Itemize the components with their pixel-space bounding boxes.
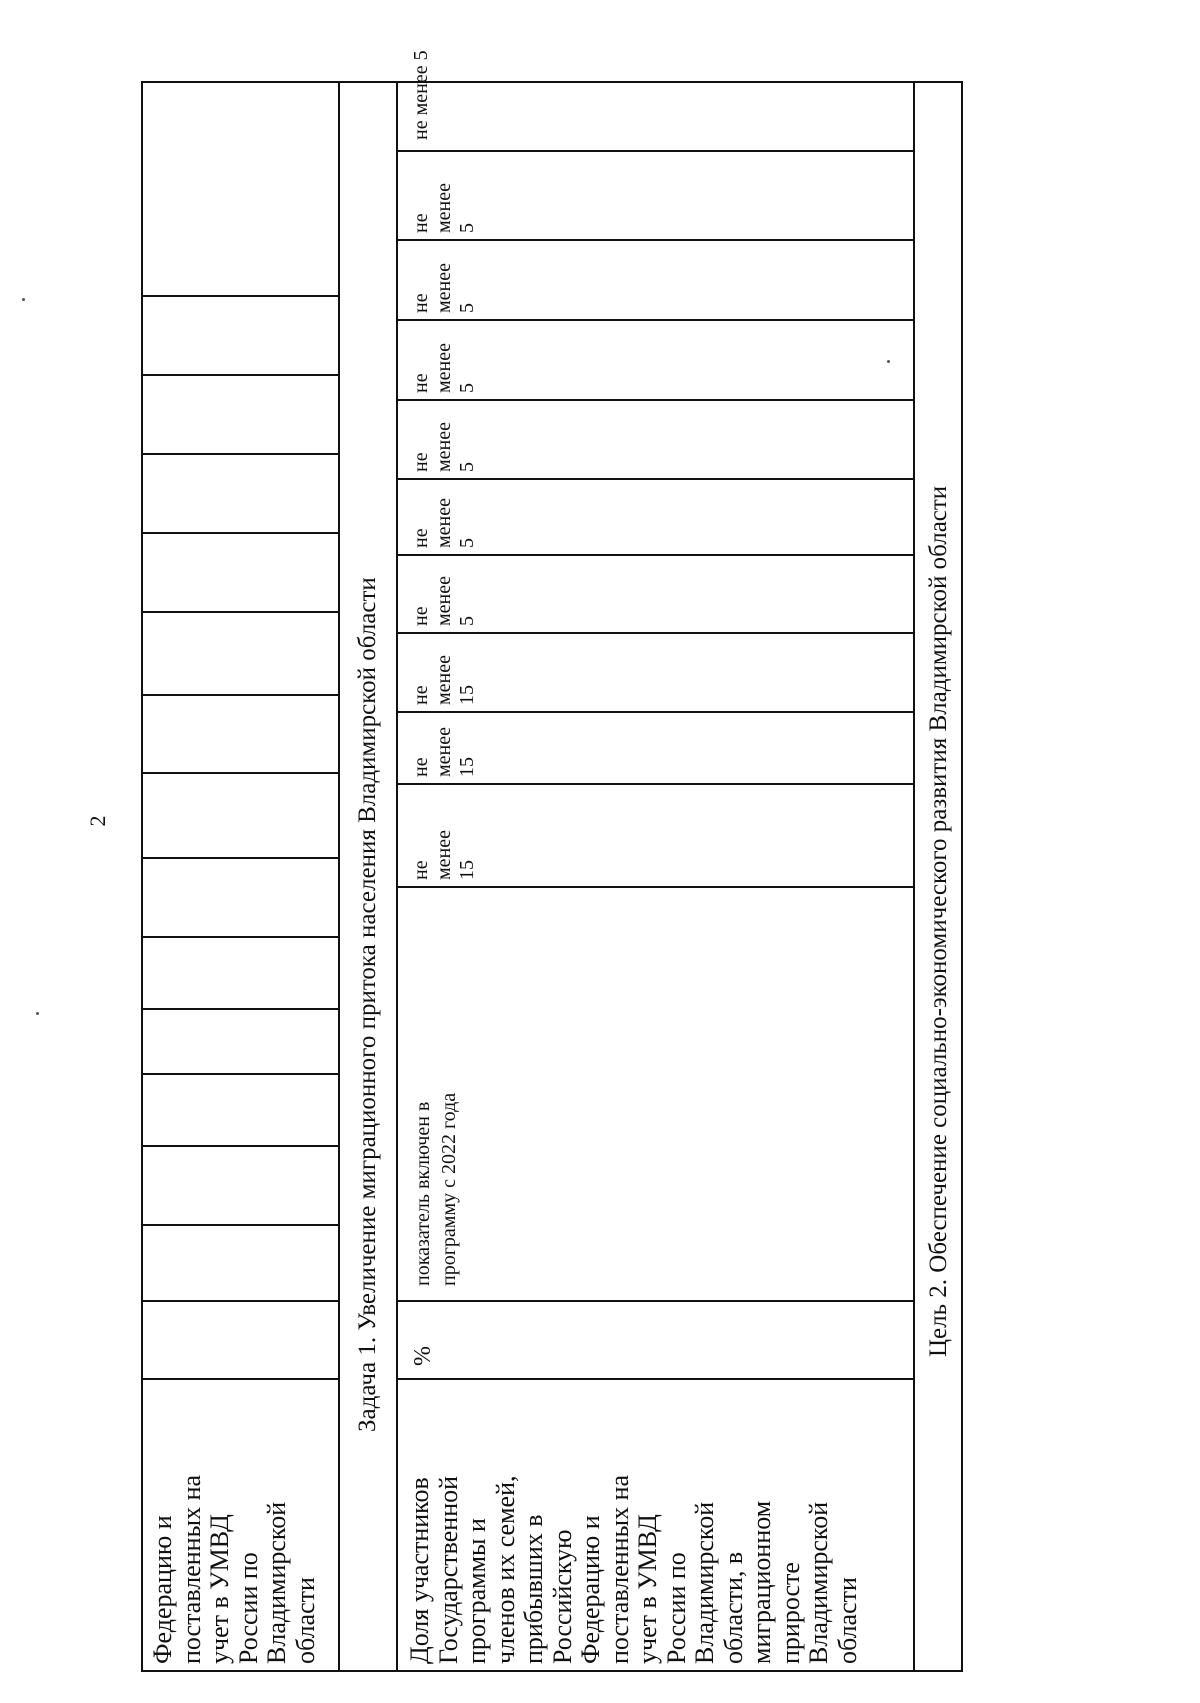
year-cell	[141, 453, 338, 532]
year-cell	[141, 295, 338, 374]
indicator-name-cell: Доля участников Государственной программы и членов их семей, прибывших в Российскую Федерацию и поставленных на учет в УМВД России по Владимирской области, в миграционном приросте Владимирской области	[398, 1378, 913, 1672]
value-cell: не менее 5	[398, 554, 913, 632]
year-cell	[141, 694, 338, 772]
value-cell: не менее 5	[398, 150, 913, 239]
table-row-previous-indicator	[141, 81, 340, 1672]
value-cell: не менее 5	[398, 478, 913, 554]
value-cell: не менее 15	[398, 711, 913, 783]
scan-speck	[887, 360, 890, 363]
value-cell: не менее 5	[398, 399, 913, 478]
goal-heading: Цель 2. Обеспечение социально-экономического развития Владимирской области	[925, 485, 952, 1357]
task-heading: Задача 1. Увеличение миграционного притока населения Владимирской области	[354, 577, 381, 1432]
goal-heading-row	[915, 81, 963, 1672]
year-cell	[141, 1224, 338, 1300]
value-cell: не менее 15	[398, 632, 913, 711]
scan-speck	[22, 298, 25, 301]
year-cell	[141, 374, 338, 453]
page-number: 2	[85, 815, 110, 827]
unit-cell	[141, 1300, 338, 1378]
scan-speck	[36, 1012, 39, 1015]
year-cell	[141, 857, 338, 936]
indicators-table	[141, 50, 963, 1672]
year-cell	[141, 936, 338, 1008]
year-cell	[141, 81, 338, 295]
value-cell: не менее 5	[410, 50, 432, 140]
note-cell: показатель включен в программу с 2022 года	[398, 886, 913, 1300]
year-cell	[141, 532, 338, 611]
year-cell	[141, 1073, 338, 1145]
indicator-name-cell: Федерацию и поставленных на учет в УМВД России по Владимирской области	[141, 1378, 338, 1672]
value-cell: не менее 15	[398, 783, 913, 886]
year-cell	[141, 1008, 338, 1073]
year-cell	[141, 772, 338, 857]
table-row-share-indicator	[398, 50, 915, 1672]
unit-cell: %	[398, 1300, 913, 1378]
value-cell: не менее 5	[398, 319, 913, 399]
year-cell	[141, 611, 338, 694]
year-cell	[141, 1145, 338, 1224]
value-cell: не менее 5	[398, 239, 913, 319]
task-heading-row	[340, 81, 398, 1672]
